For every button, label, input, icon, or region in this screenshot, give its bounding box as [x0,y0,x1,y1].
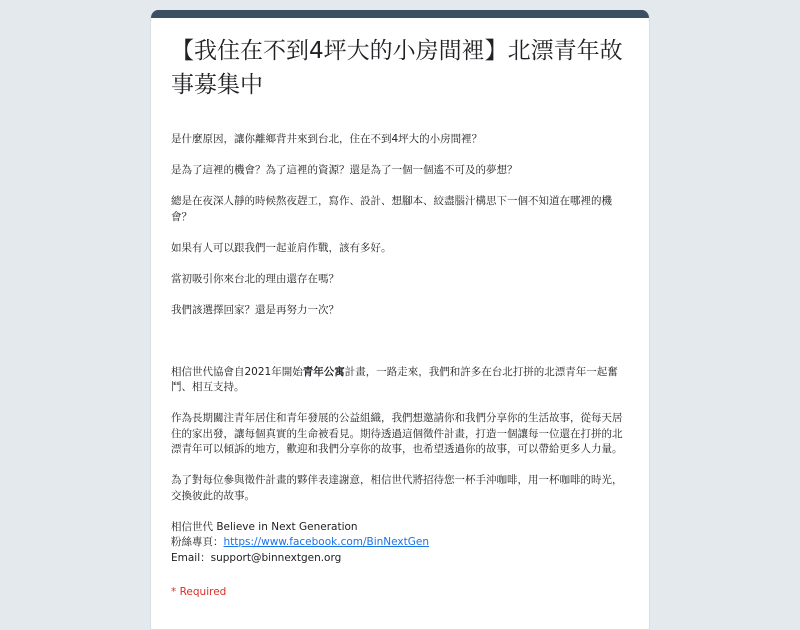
form-header [151,18,649,598]
program-paragraph [171,365,629,396]
intro-line-5: 當初吸引你來台北的理由還存在嗎？ [171,272,339,285]
program-text-after: 計畫，一路走來，我們和許多在台北打拼的北漂青年一起奮鬥、相互支持。 [171,365,618,393]
intro-line-6: 我們該選擇回家？還是再努力一次？ [171,303,339,316]
intro-line-1: 是什麼原因，讓你離鄉背井來到台北，住在不到4坪大的小房間裡？ [171,133,483,145]
facebook-link[interactable]: https://www.facebook.com/BinNextGen [223,536,430,548]
contact-facebook [171,535,629,551]
intro-line-4: 如果有人可以跟我們一起並肩作戰，該有多好。 [171,241,392,254]
form-accent-bar [151,10,649,18]
form-card [150,10,650,630]
facebook-label: 粉絲專頁： [171,536,224,548]
body-paragraph-1: 作為長期關注青年居住和青年發展的公益組織，我們想邀請你和我們分享你的生活故事，從每天居住的家出發，讓每個真實的生命被看見。期待透過這個徵件計畫，打造一個讓每一位還在打拼的北漂青年可以傾訴的地方，歡迎和我們分享你的故事，也希望透過你的故事，可以帶給更多人力量。 [171,412,623,455]
paragraph-spacer [171,334,629,350]
form-description [171,132,629,566]
contact-block [171,520,629,567]
contact-org: 相信世代 Believe in Next Generation [171,520,358,533]
body-paragraph-2: 為了對每位參與徵件計畫的夥伴表達謝意，相信世代將招待您一杯手沖咖啡，用一杯咖啡的時光，交換彼此的故事。 [171,474,623,502]
program-text-before: 相信世代協會自2021年開始 [171,365,303,378]
required-note: * Required [171,586,227,598]
intro-line-3: 總是在夜深人靜的時候熬夜趕工，寫作、設計、想腳本、絞盡腦汁構思下一個不知道在哪裡的機會？ [171,195,612,223]
intro-line-2: 是為了這裡的機會？為了這裡的資源？還是為了一個一個遙不可及的夢想？ [171,164,518,176]
form-title: 【我住在不到4坪大的小房間裡】北漂青年故事募集中 [171,38,623,98]
program-name: 青年公寓 [302,365,345,378]
contact-email: Email：support@binnextgen.org [171,551,342,564]
